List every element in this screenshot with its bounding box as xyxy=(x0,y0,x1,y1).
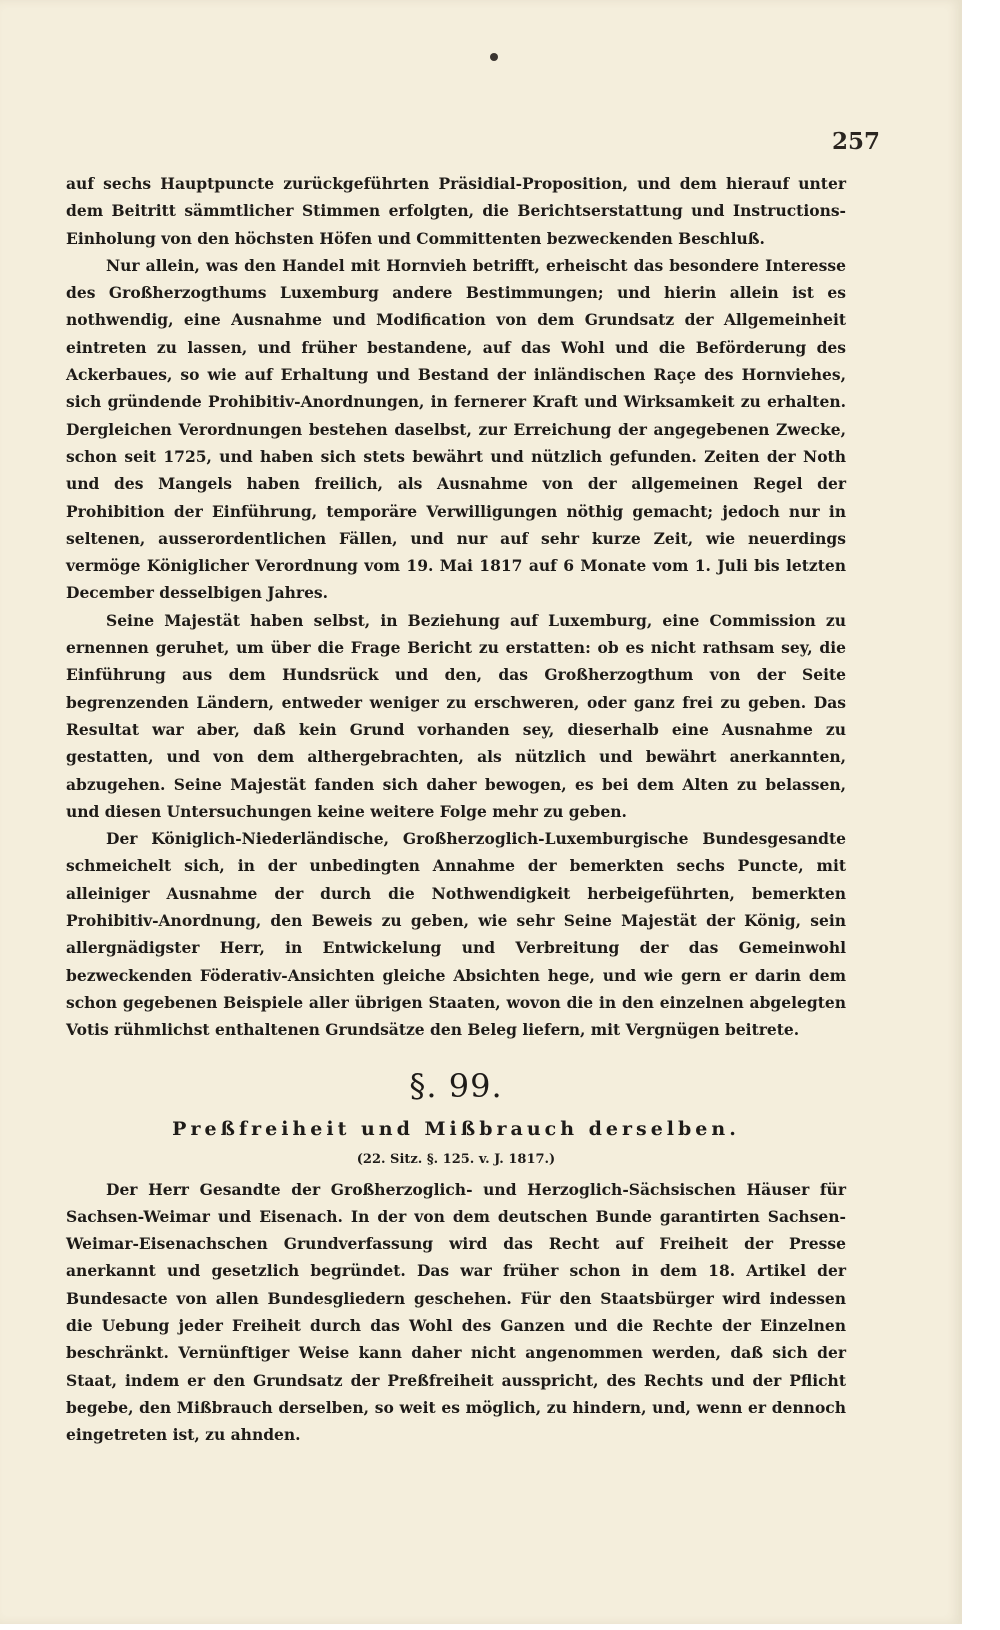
page-number: 257 xyxy=(831,128,880,155)
paragraph-hornvieh: Nur allein, was den Handel mit Hornvieh betrifft, erheischt das besondere Interesse des Großherzogthums Luxemburg andere Bestimmungen; und hierin allein ist es nothwendig, eine Ausnahme und Modification von dem Grundsatz der Allgemeinheit eintreten zu lassen, und früher bestandene, auf das Wohl und die Beförderung des Ackerbaues, so wie auf Erhaltung und Bestand der inländischen Raçe des Hornviehes, sich gründende Prohibitiv-Anordnungen, in fernerer Kraft und Wirksamkeit zu erhalten. Dergleichen Verordnungen bestehen daselbst, zur Erreichung der angegebenen Zwecke, schon seit 1725, und haben sich stets bewährt und nützlich gefunden. Zeiten der Noth und des Mangels haben freilich, als Ausnahme von der allgemeinen Regel der Prohibition der Einführung, temporäre Verwilligungen nöthig gemacht; jedoch nur in seltenen, ausserordentlichen Fällen, und nur auf sehr kurze Zeit, wie neuerdings vermöge Königlicher Verordnung vom 19. Mai 1817 auf 6 Monate vom 1. Juli bis letzten December desselbigen Jahres. xyxy=(66,255,846,603)
section-number: §. 99. xyxy=(409,1066,503,1105)
section-reference: (22. Sitz. §. 125. v. J. 1817.) xyxy=(356,1151,556,1167)
paragraph-continuation: auf sechs Hauptpuncte zurückgeführten Präsidial-Proposition, und dem hierauf unter dem Beitritt sämmtlicher Stimmen erfolgten, die Berichtserstattung und Instructions-Einholung von den höchsten Höfen und Committenten bezweckenden Beschluß. xyxy=(66,174,846,248)
paragraph-pressfreiheit: Der Herr Gesandte der Großherzoglich- und Herzoglich-Sächsischen Häuser für Sachsen-Weimar und Eisenach. In der von dem deutschen Bunde garantirten Sachsen-Weimar-Eisenachschen Grundverfassung wird das Recht auf Freiheit der Presse anerkannt und gesetzlich begründet. Das war früher schon in dem 18. Artikel der Bundesacte von allen Bundesgliedern geschehen. Für den Staatsbürger wird indessen die Uebung jeder Freiheit durch das Wohl des Ganzen und die Rechte der Einzelnen beschränkt. Vernünftiger Weise kann daher nicht angenommen werden, daß sich der Staat, indem er den Grundsatz der Preßfreiheit ausspricht, des Rechts und der Pflicht begebe, den Mißbrauch derselben, so weit es möglich, zu hindern, und, wenn er dennoch eingetreten ist, zu ahnden. xyxy=(66,1179,846,1445)
paragraph-bundesgesandte: Der Königlich-Niederländische, Großherzoglich-Luxemburgische Bundesgesandte schmeichelt sich, in der unbedingten Annahme der bemerkten sechs Puncte, mit alleiniger Ausnahme der durch die Nothwendigkeit herbeigeführten, bemerkten Prohibitiv-Anordnung, den Beweis zu geben, wie sehr Seine Majestät der König, sein allergnädigster Herr, in Entwickelung und Verbreitung der das Gemeinwohl bezweckenden Föderativ-Ansichten gleiche Absichten hege, und wie gern er darin dem schon gegebenen Beispiele aller übrigen Staaten, wovon die in den einzelnen abgelegten Votis rühmlichst enthaltenen Grundsätze den Beleg liefern, mit Vergnügen beitrete. xyxy=(66,829,846,1040)
section-title: Preßfreiheit und Mißbrauch derselben. xyxy=(172,1117,740,1140)
paragraph-commission: Seine Majestät haben selbst, in Beziehung auf Luxemburg, eine Commission zu ernennen geruhet, um über die Frage Bericht zu erstatten: ob es nicht rathsam sey, die Einführung aus dem Hundsrück und den, das Großherzogthum von der Seite begrenzenden Ländern, entweder weniger zu erschweren, oder ganz frei zu geben. Das Resultat war aber, daß kein Grund vorhanden sey, dieserhalb eine Ausnahme zu gestatten, und von dem althergebrachten, als nützlich und bewährt anerkannten, abzugehen. Seine Majestät fanden sich daher bewogen, es bei dem Alten zu belassen, und diesen Untersuchungen keine weitere Folge mehr zu geben. xyxy=(66,610,846,821)
document-body xyxy=(66,170,846,1448)
ink-mark xyxy=(490,53,498,61)
